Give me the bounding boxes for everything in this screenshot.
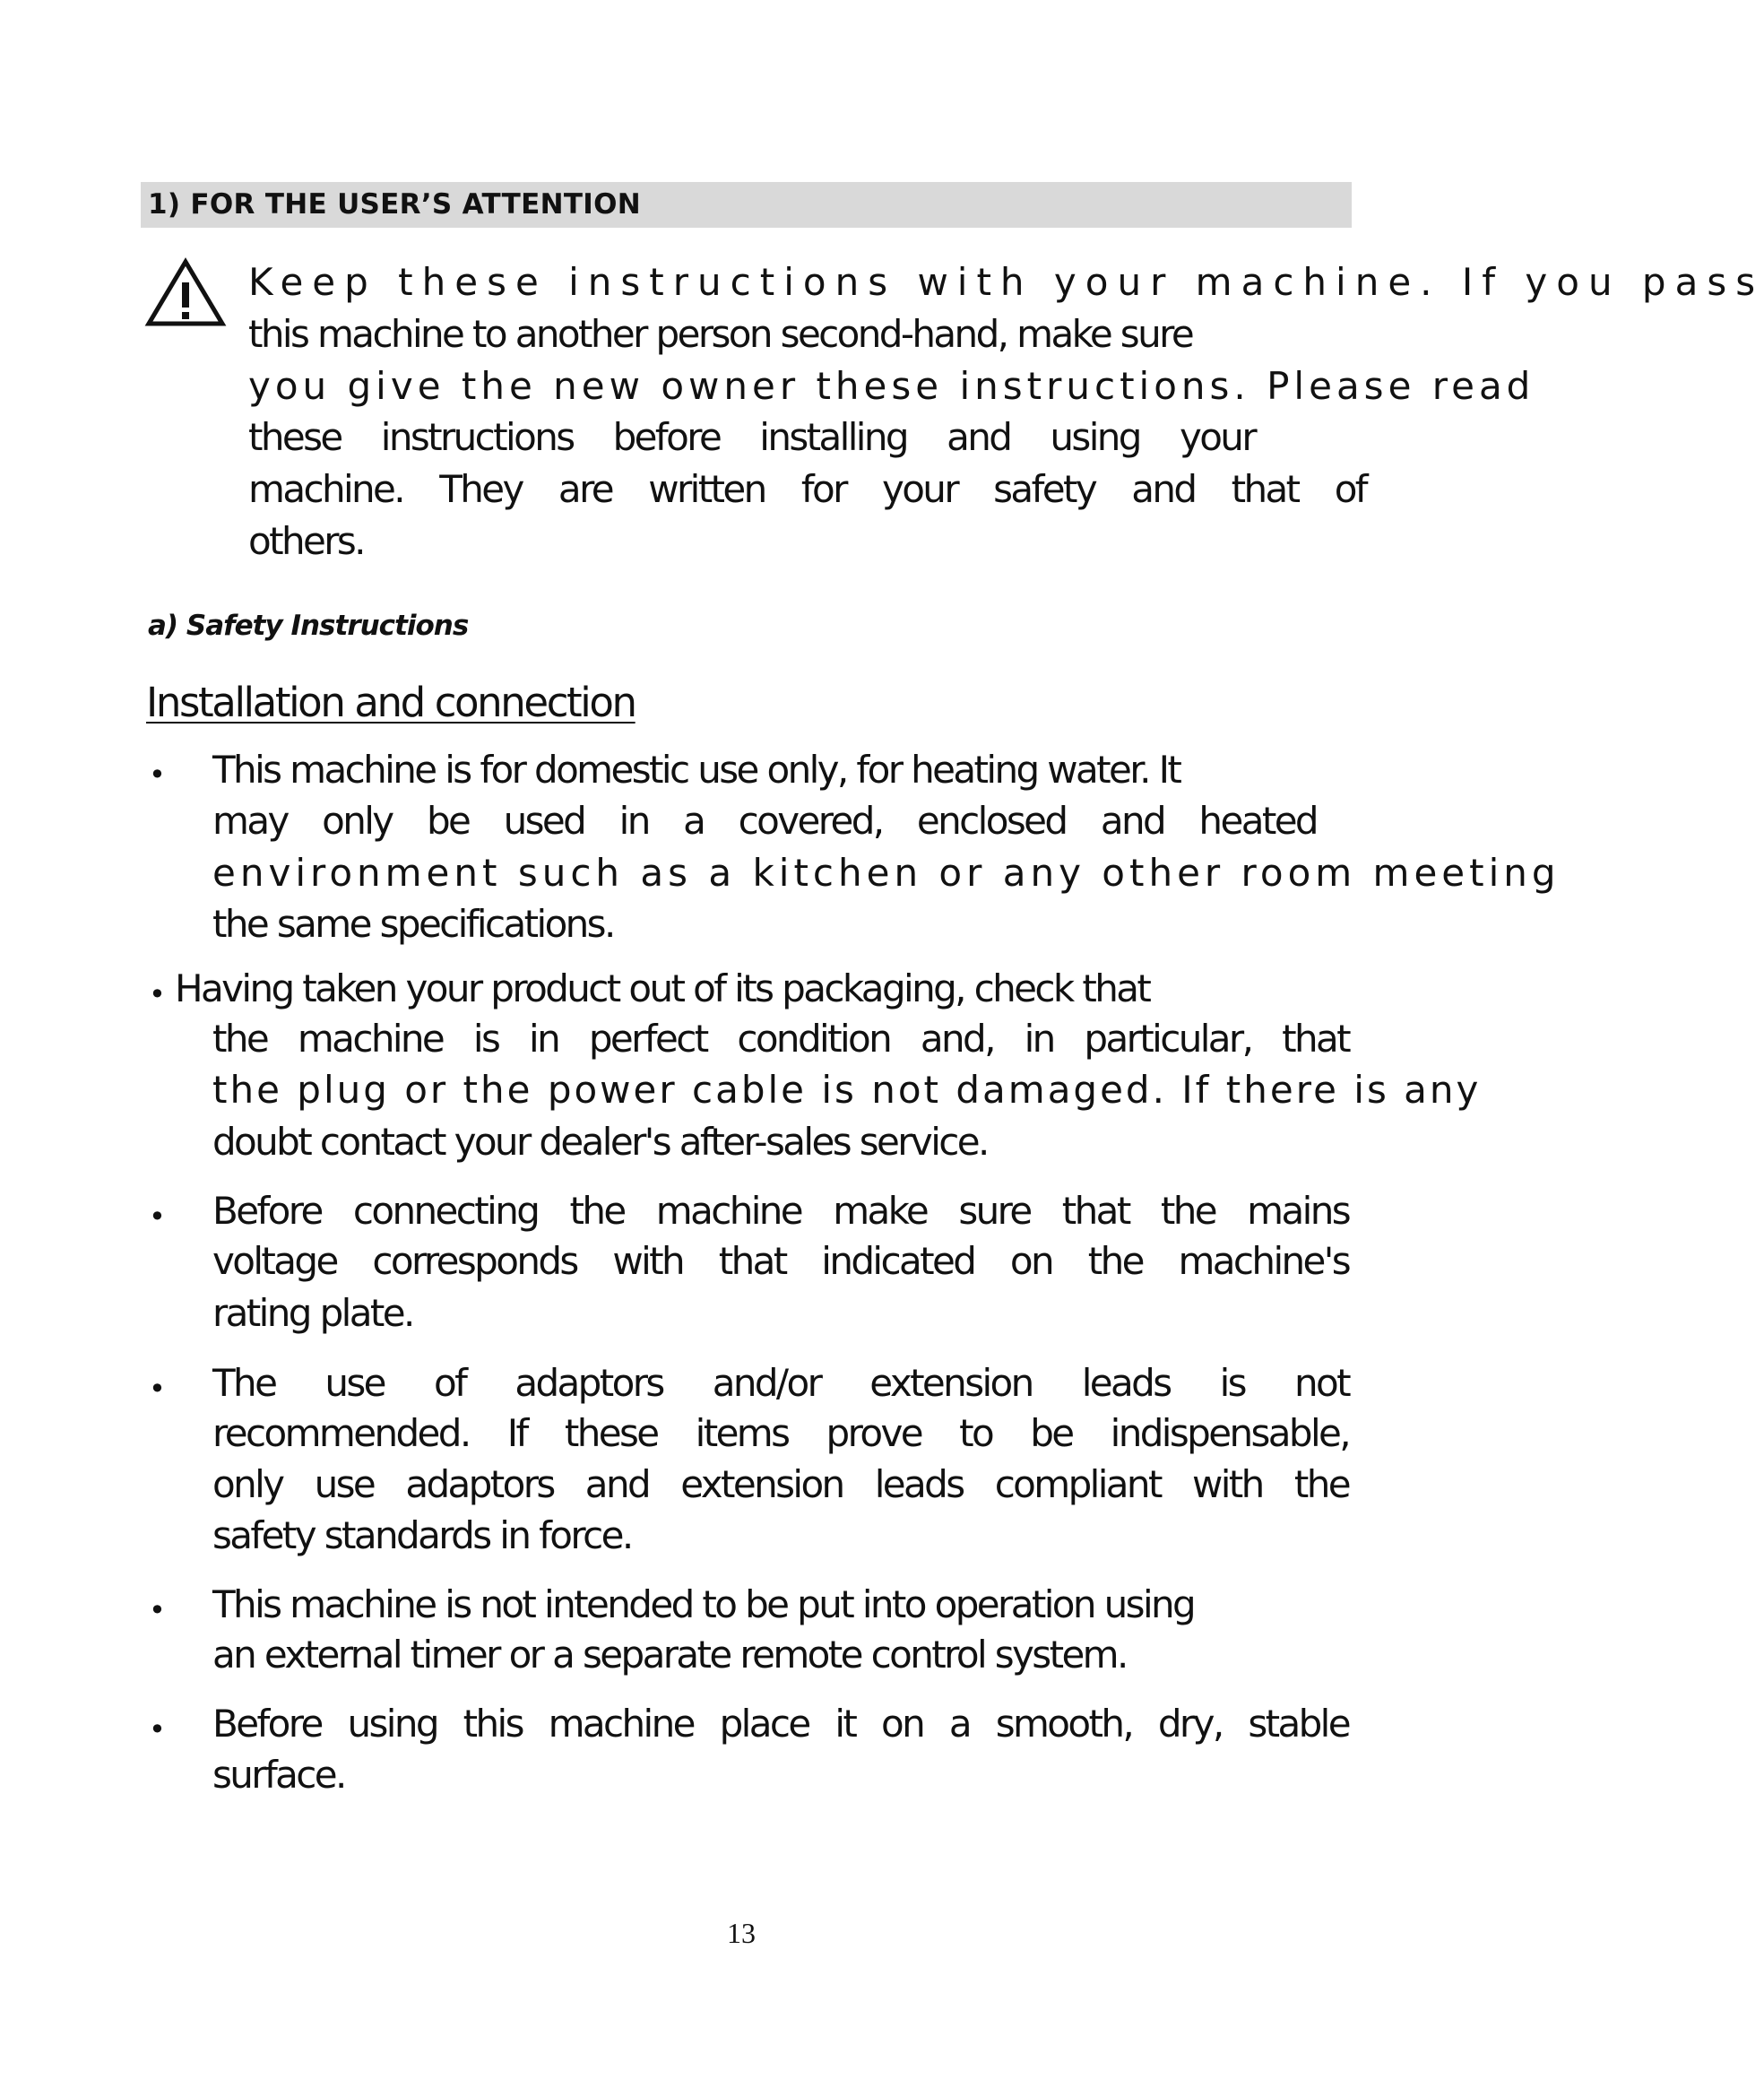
warning-triangle-icon (145, 257, 226, 327)
warning-line-6: others. (248, 519, 364, 563)
warning-line-4: these instructions before installing and using your (248, 415, 1255, 459)
bullet-1-line-4: the same specifications. (212, 902, 614, 946)
bullet-5-line-1: This machine is not intended to be put into operation using (212, 1582, 1195, 1626)
bullet-2-line-2: the machine is in perfect condition and, in particular, that (212, 1017, 1349, 1061)
bullet-6-line-2: surface. (212, 1753, 345, 1797)
bullet-1-line-2: may only be used in a covered, enclosed and heated (212, 799, 1317, 843)
bullet-3-line-1: Before connecting the machine make sure that the mains (212, 1189, 1349, 1233)
warning-line-3: you give the new owner these instructions. Please read (248, 364, 1535, 408)
bullet-icon: • (149, 1712, 166, 1746)
installation-connection-title: Installation and connection (146, 679, 636, 726)
bullet-5-line-2: an external timer or a separate remote control system. (212, 1633, 1127, 1677)
bullet-2-line-3: the plug or the power cable is not damaged. If there is any (212, 1068, 1482, 1112)
bullet-4-line-3: only use adaptors and extension leads compliant with the (212, 1462, 1349, 1506)
bullet-icon: • (149, 977, 166, 1011)
bullet-3-line-3: rating plate. (212, 1291, 413, 1335)
bullet-icon: • (149, 1372, 166, 1406)
section-header (141, 182, 1352, 228)
bullet-3-line-2: voltage corresponds with that indicated on the machine's (212, 1239, 1349, 1283)
bullet-icon: • (149, 758, 166, 792)
warning-line-2: this machine to another person second-hand, make sure (248, 312, 1193, 356)
warning-line-5: machine. They are written for your safety and that of (248, 467, 1366, 511)
safety-instructions-heading: a) Safety Instructions (148, 610, 469, 642)
bullet-1-line-3: environment such as a kitchen or any other room meeting (212, 851, 1561, 895)
bullet-4-line-2: recommended. If these items prove to be indispensable, (212, 1411, 1349, 1455)
bullet-icon: • (149, 1200, 166, 1234)
section-header-text: 1) FOR THE USER’S ATTENTION (148, 188, 642, 221)
bullet-4-line-4: safety standards in force. (212, 1513, 632, 1557)
bullet-4-line-1: The use of adaptors and/or extension leads is not (212, 1361, 1349, 1405)
bullet-6-line-1: Before using this machine place it on a smooth, dry, stable (212, 1702, 1349, 1746)
bullet-2-line-1: Having taken your product out of its packaging, check that (175, 966, 1150, 1010)
bullet-2-line-4: doubt contact your dealer's after-sales service. (212, 1120, 988, 1164)
page-number: 13 (727, 1917, 756, 1949)
bullet-1-line-1: This machine is for domestic use only, for heating water. It (212, 748, 1180, 792)
warning-line-1: Keep these instructions with your machine. If you pass (248, 260, 1764, 304)
bullet-icon: • (149, 1593, 166, 1627)
